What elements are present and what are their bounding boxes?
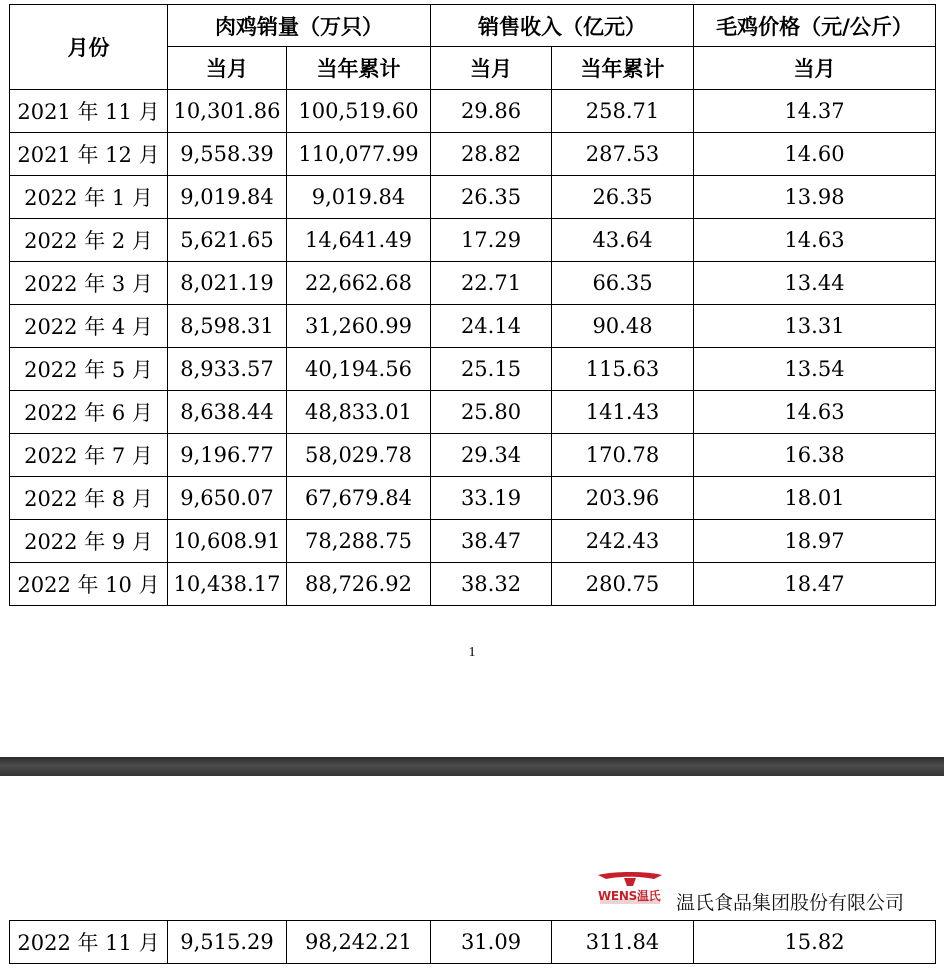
cell-price-month: 13.31 xyxy=(694,305,936,348)
cell-sales-month: 10,608.91 xyxy=(168,520,287,563)
cell-month: 2021 年 12 月 xyxy=(10,133,168,176)
cell-month: 2022 年 1 月 xyxy=(10,176,168,219)
cell-sales-ytd: 78,288.75 xyxy=(287,520,431,563)
sales-data-table xyxy=(9,4,936,606)
table-row xyxy=(10,477,936,520)
cell-sales-month: 9,650.07 xyxy=(168,477,287,520)
cell-sales-ytd: 110,077.99 xyxy=(287,133,431,176)
table-body xyxy=(10,90,936,606)
cell-month: 2022 年 5 月 xyxy=(10,348,168,391)
cell-revenue-month: 33.19 xyxy=(431,477,552,520)
cell-revenue-ytd: 43.64 xyxy=(552,219,694,262)
cell-sales-ytd: 48,833.01 xyxy=(287,391,431,434)
cell-month: 2022 年 7 月 xyxy=(10,434,168,477)
subheader-sales-ytd: 当年累计 xyxy=(287,47,431,90)
continued-sales-table xyxy=(9,920,936,964)
table-row xyxy=(10,348,936,391)
table-row xyxy=(10,219,936,262)
cell-month: 2022 年 6 月 xyxy=(10,391,168,434)
broiler-sales-header: 肉鸡销量（万只） xyxy=(168,5,431,47)
cell-price-month: 14.63 xyxy=(694,219,936,262)
cell-month: 2021 年 11 月 xyxy=(10,90,168,133)
cell-price-month: 13.98 xyxy=(694,176,936,219)
cell-revenue-month: 24.14 xyxy=(431,305,552,348)
cell-revenue-ytd: 90.48 xyxy=(552,305,694,348)
cell-sales-ytd: 14,641.49 xyxy=(287,219,431,262)
table-row xyxy=(10,563,936,606)
table-row xyxy=(10,262,936,305)
cell-revenue-ytd: 115.63 xyxy=(552,348,694,391)
table-row xyxy=(10,520,936,563)
cell-price-month: 14.37 xyxy=(694,90,936,133)
cell-sales-month: 9,515.29 xyxy=(168,921,287,964)
cell-sales-month: 8,021.19 xyxy=(168,262,287,305)
cell-sales-ytd: 58,029.78 xyxy=(287,434,431,477)
cell-sales-ytd: 98,242.21 xyxy=(287,921,431,964)
table-row xyxy=(10,391,936,434)
cell-sales-month: 9,019.84 xyxy=(168,176,287,219)
cell-sales-month: 9,558.39 xyxy=(168,133,287,176)
cell-month: 2022 年 2 月 xyxy=(10,219,168,262)
cell-price-month: 13.54 xyxy=(694,348,936,391)
cell-month: 2022 年 9 月 xyxy=(10,520,168,563)
cell-price-month: 18.01 xyxy=(694,477,936,520)
cell-month: 2022 年 10 月 xyxy=(10,563,168,606)
cell-price-month: 18.97 xyxy=(694,520,936,563)
cell-revenue-month: 31.09 xyxy=(431,921,552,964)
cell-revenue-month: 17.29 xyxy=(431,219,552,262)
table-row xyxy=(10,305,936,348)
company-name: 温氏食品集团股份有限公司 xyxy=(676,892,905,914)
cell-price-month: 13.44 xyxy=(694,262,936,305)
cell-revenue-month: 25.15 xyxy=(431,348,552,391)
table-row xyxy=(10,921,936,964)
cell-revenue-month: 28.82 xyxy=(431,133,552,176)
cell-month: 2022 年 4 月 xyxy=(10,305,168,348)
table-row xyxy=(10,434,936,477)
cell-sales-ytd: 88,726.92 xyxy=(287,563,431,606)
subheader-price-month: 当月 xyxy=(694,47,936,90)
cell-revenue-ytd: 242.43 xyxy=(552,520,694,563)
cell-price-month: 15.82 xyxy=(694,921,936,964)
table-row xyxy=(10,176,936,219)
cell-sales-ytd: 67,679.84 xyxy=(287,477,431,520)
cell-month: 2022 年 11 月 xyxy=(10,921,168,964)
cell-price-month: 16.38 xyxy=(694,434,936,477)
cell-price-month: 14.60 xyxy=(694,133,936,176)
subheader-revenue-month: 当月 xyxy=(431,47,552,90)
cell-revenue-ytd: 258.71 xyxy=(552,90,694,133)
cell-revenue-month: 38.47 xyxy=(431,520,552,563)
cell-revenue-month: 29.34 xyxy=(431,434,552,477)
cell-price-month: 18.47 xyxy=(694,563,936,606)
cell-sales-month: 5,621.65 xyxy=(168,219,287,262)
cell-price-month: 14.63 xyxy=(694,391,936,434)
cell-sales-month: 10,438.17 xyxy=(168,563,287,606)
month-column-header: 月份 xyxy=(10,5,168,90)
table-row xyxy=(10,90,936,133)
cell-revenue-ytd: 141.43 xyxy=(552,391,694,434)
revenue-header: 销售收入（亿元） xyxy=(431,5,694,47)
cell-sales-month: 8,933.57 xyxy=(168,348,287,391)
cell-sales-ytd: 100,519.60 xyxy=(287,90,431,133)
cell-revenue-ytd: 280.75 xyxy=(552,563,694,606)
cell-sales-ytd: 40,194.56 xyxy=(287,348,431,391)
cell-sales-month: 8,598.31 xyxy=(168,305,287,348)
page-separator xyxy=(0,757,944,776)
cell-sales-ytd: 22,662.68 xyxy=(287,262,431,305)
cell-revenue-ytd: 66.35 xyxy=(552,262,694,305)
cell-revenue-month: 25.80 xyxy=(431,391,552,434)
table-row xyxy=(10,133,936,176)
cell-month: 2022 年 8 月 xyxy=(10,477,168,520)
table-header-row xyxy=(10,5,936,47)
cell-month: 2022 年 3 月 xyxy=(10,262,168,305)
cell-sales-ytd: 31,260.99 xyxy=(287,305,431,348)
cell-revenue-month: 29.86 xyxy=(431,90,552,133)
logo-text: WENS温氏 xyxy=(598,889,661,903)
cell-revenue-month: 26.35 xyxy=(431,176,552,219)
cell-revenue-ytd: 26.35 xyxy=(552,176,694,219)
cell-sales-ytd: 9,019.84 xyxy=(287,176,431,219)
cell-sales-month: 9,196.77 xyxy=(168,434,287,477)
cell-revenue-month: 22.71 xyxy=(431,262,552,305)
cell-revenue-ytd: 203.96 xyxy=(552,477,694,520)
subheader-revenue-ytd: 当年累计 xyxy=(552,47,694,90)
cell-revenue-ytd: 287.53 xyxy=(552,133,694,176)
cell-sales-month: 10,301.86 xyxy=(168,90,287,133)
subheader-sales-month: 当月 xyxy=(168,47,287,90)
cell-revenue-month: 38.32 xyxy=(431,563,552,606)
live-chicken-price-header: 毛鸡价格（元/公斤） xyxy=(694,5,936,47)
page-number: 1 xyxy=(468,645,476,660)
cell-revenue-ytd: 170.78 xyxy=(552,434,694,477)
company-header xyxy=(0,865,944,915)
cell-revenue-ytd: 311.84 xyxy=(552,921,694,964)
cell-sales-month: 8,638.44 xyxy=(168,391,287,434)
